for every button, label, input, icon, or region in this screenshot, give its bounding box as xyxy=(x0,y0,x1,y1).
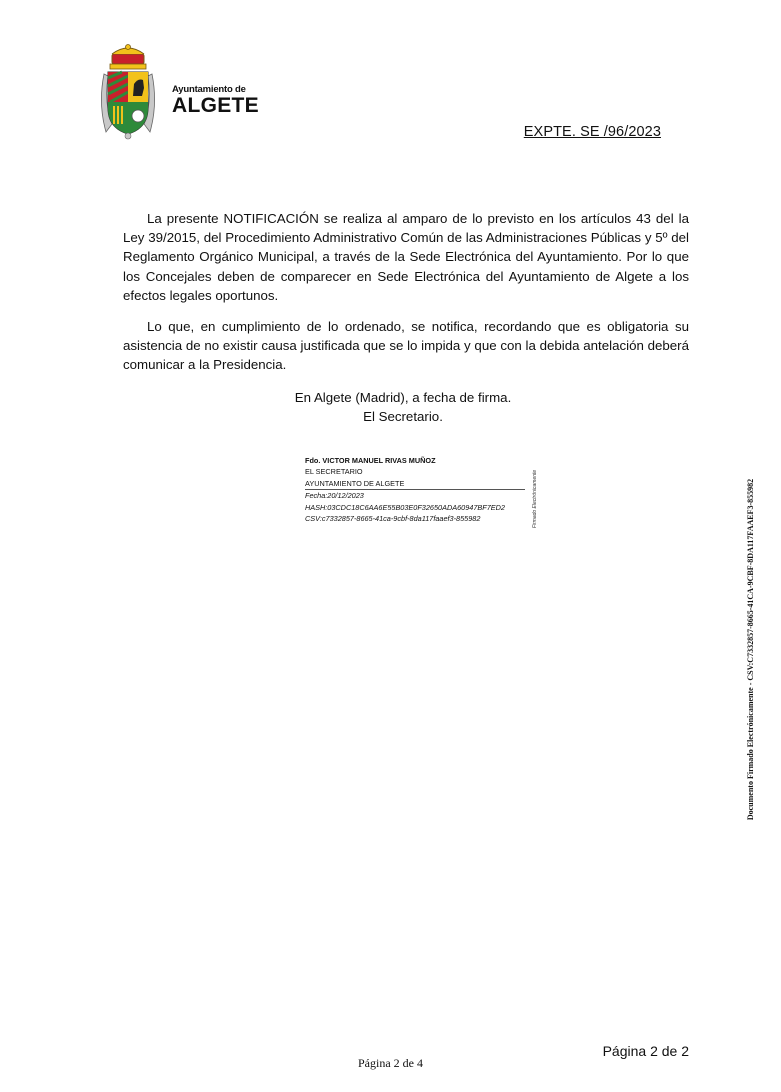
notification-paragraph xyxy=(123,209,689,305)
page-number-center: Página 2 de 4 xyxy=(358,1056,423,1070)
electronic-signature-block xyxy=(305,455,545,524)
signer-entity: AYUNTAMIENTO DE ALGETE xyxy=(305,478,525,490)
closing-place-date: En Algete (Madrid), a fecha de firma. xyxy=(294,390,512,405)
paragraph-2: Lo que, en cumplimiento de lo ordenado, se notifica, recordando que es obligatoria su asistencia de no existir causa justificada que se lo impida y que con la debida antelación deberá comunicar a la Presidencia. xyxy=(123,319,689,373)
signed-electronically-label: Firmado Electrónicamente xyxy=(532,469,539,529)
closing-signer-title: El Secretario. xyxy=(363,409,443,424)
page-number-right: Página 2 de 2 xyxy=(602,1043,689,1059)
signature-date: Fecha:20/12/2023 xyxy=(305,491,364,501)
signature-csv: CSV:c7332857-8665-41ca-9cbf-8da117faaef3-855982 xyxy=(305,514,481,524)
side-csv-note xyxy=(743,453,759,845)
signature-hash: HASH:03CDC18C6AA6E55B03E0F32650ADA60947BF7ED2 xyxy=(305,502,505,512)
organization-prefix: Ayuntamiento de xyxy=(172,84,246,95)
expediente-number: EXPTE. SE /96/2023 xyxy=(523,124,661,140)
side-csv-text: Documento Firmado Electrónicamente - CSV:C7332857-8665-41CA-9CBF-8DA117FAAEF3-855982 xyxy=(746,478,756,820)
signer-name: Fdo. VICTOR MANUEL RIVAS MUÑOZ xyxy=(305,456,436,465)
signature-vertical-label xyxy=(528,463,542,535)
organization-title: ALGETE xyxy=(172,94,259,117)
reminder-paragraph xyxy=(123,317,689,375)
organization-name xyxy=(172,84,259,117)
paragraph-1: La presente NOTIFICACIÓN se realiza al amparo de lo previsto en los artículos 43 del la Ley 39/2015, del Procedimiento Administrativo Común de las Administraciones Públicas y 5º del Reglamento Orgánico Municipal, a través de la Sede Electrónica del Ayuntamiento. Por lo que los Concejales deben de comparecer en Sede Electrónica del Ayuntamiento de Algete a los efectos legales oportunos. xyxy=(123,211,689,303)
coat-of-arms-logo xyxy=(98,44,158,140)
closing-block xyxy=(250,388,556,426)
signer-role: EL SECRETARIO xyxy=(305,467,363,477)
